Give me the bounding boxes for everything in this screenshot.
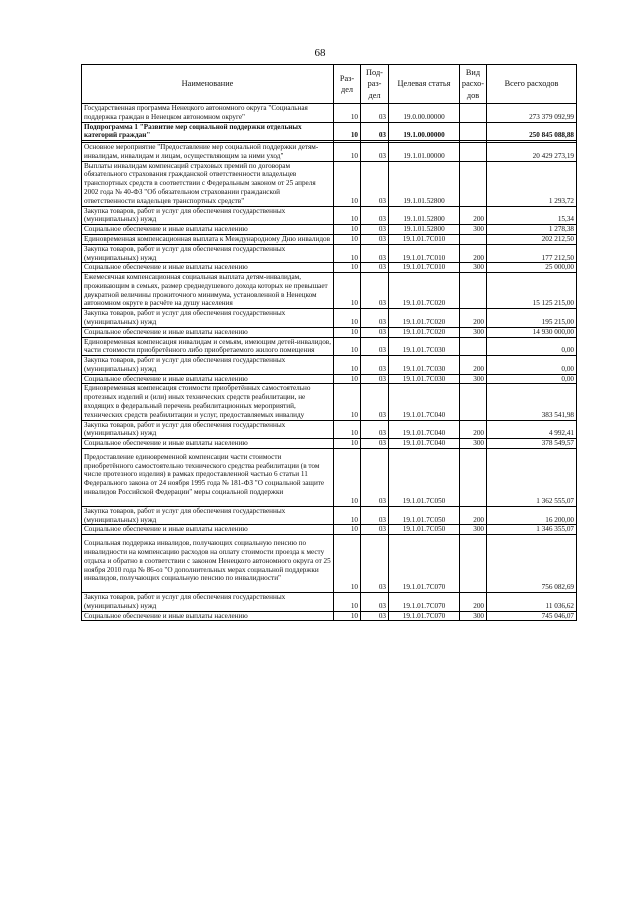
cell-target-article: 19.1.01.7С040 (389, 439, 460, 449)
cell-target-article: 19.1.01.52800 (389, 206, 460, 225)
cell-target-article: 19.1.01.7С050 (389, 448, 460, 506)
cell-expense-kind: 200 (460, 309, 487, 328)
cell-section: 10 (334, 356, 361, 375)
column-header-subsection: Под- раз- дел (361, 65, 389, 104)
cell-section: 10 (334, 244, 361, 263)
budget-table (81, 64, 577, 621)
table-row (82, 327, 577, 337)
cell-name: Выплаты инвалидам компенсаций страховых премий по договорам обязательного страхования гражданской ответственности владельцев транспортных средств в соответствии с Федеральным законом от 25 апреля 2002 года № 40-ФЗ "Об обязательном страховании гражданской ответственности владельцев транспортных средств" (82, 161, 334, 206)
table-row (82, 104, 577, 123)
cell-subsection: 03 (361, 234, 389, 244)
cell-subsection: 03 (361, 104, 389, 123)
cell-section: 10 (334, 161, 361, 206)
cell-name: Социальное обеспечение и иные выплаты населению (82, 327, 334, 337)
cell-expense-kind: 300 (460, 263, 487, 273)
cell-total: 0,00 (487, 356, 577, 375)
table-row (82, 535, 577, 593)
cell-subsection: 03 (361, 273, 389, 309)
cell-expense-kind (460, 273, 487, 309)
cell-expense-kind: 300 (460, 439, 487, 449)
cell-expense-kind: 200 (460, 506, 487, 525)
cell-target-article: 19.1.01.52800 (389, 161, 460, 206)
column-header-total: Всего расходов (487, 65, 577, 104)
cell-target-article: 19.1.00.00000 (389, 122, 460, 141)
cell-total: 1 362 555,07 (487, 448, 577, 506)
cell-total: 4 992,41 (487, 420, 577, 439)
cell-expense-kind: 300 (460, 611, 487, 621)
cell-target-article: 19.1.01.7С020 (389, 309, 460, 328)
cell-total: 0,00 (487, 337, 577, 356)
table-row (82, 161, 577, 206)
cell-name: Социальное обеспечение и иные выплаты населению (82, 525, 334, 535)
table-row (82, 206, 577, 225)
cell-name: Закупка товаров, работ и услуг для обеспечения государственных (муниципальных) нужд (82, 593, 334, 612)
cell-section: 10 (334, 337, 361, 356)
cell-expense-kind: 200 (460, 206, 487, 225)
table-row (82, 337, 577, 356)
column-header-section: Раз- дел (334, 65, 361, 104)
cell-name: Единовременная компенсация стоимости приобретённых самостоятельно протезных изделий и (или) иных технических средств реабилитации, не входящих в федеральный перечень реабилитационных мероприятий, технических средств реабилитации и услуг, предоставляемых инвалиду (82, 384, 334, 420)
cell-target-article: 19.1.01.7С030 (389, 337, 460, 356)
cell-name: Предоставление единовременной компенсации части стоимости приобретённого самостоятельно технического средства реабилитации (в том числе протезного изделия) в рамках предоставленной частью 6 статьи 11 Федерального закона от 24 ноября 1995 года № 181-ФЗ "О социальной защите инвалидов Российской Федерации" меры социальной поддержки (82, 448, 334, 506)
cell-expense-kind (460, 535, 487, 593)
table-row (82, 356, 577, 375)
cell-total: 177 212,50 (487, 244, 577, 263)
cell-expense-kind (460, 448, 487, 506)
cell-target-article: 19.1.01.7С070 (389, 611, 460, 621)
cell-section: 10 (334, 525, 361, 535)
cell-name: Закупка товаров, работ и услуг для обеспечения государственных (муниципальных) нужд (82, 309, 334, 328)
cell-subsection: 03 (361, 374, 389, 384)
cell-target-article: 19.1.01.7С020 (389, 273, 460, 309)
cell-name: Закупка товаров, работ и услуг для обеспечения государственных (муниципальных) нужд (82, 206, 334, 225)
cell-expense-kind (460, 234, 487, 244)
cell-name: Ежемесячная компенсационная социальная выплата детям-инвалидам, проживающим в семьях, размер среднедушевого дохода которых не превышает двукратной величины прожиточного минимума, установленной в Ненецком автономном округе в расчёте на душу населения (82, 273, 334, 309)
cell-section: 10 (334, 439, 361, 449)
cell-subsection: 03 (361, 263, 389, 273)
cell-name: Закупка товаров, работ и услуг для обеспечения государственных (муниципальных) нужд (82, 420, 334, 439)
table-row (82, 225, 577, 235)
table-row (82, 273, 577, 309)
table-row (82, 611, 577, 621)
cell-section: 10 (334, 420, 361, 439)
cell-subsection: 03 (361, 593, 389, 612)
cell-target-article: 19.1.01.7С040 (389, 420, 460, 439)
cell-subsection: 03 (361, 535, 389, 593)
table-row (82, 234, 577, 244)
cell-target-article: 19.1.01.7С050 (389, 525, 460, 535)
cell-name: Подпрограмма 1 "Развитие мер социальной поддержки отдельных категорий граждан" (82, 122, 334, 141)
cell-target-article: 19.1.01.7С070 (389, 593, 460, 612)
table-row (82, 263, 577, 273)
cell-total: 202 212,50 (487, 234, 577, 244)
cell-section: 10 (334, 611, 361, 621)
cell-name: Закупка товаров, работ и услуг для обеспечения государственных (муниципальных) нужд (82, 506, 334, 525)
cell-name: Закупка товаров, работ и услуг для обеспечения государственных (муниципальных) нужд (82, 356, 334, 375)
table-row (82, 244, 577, 263)
table-row (82, 593, 577, 612)
cell-subsection: 03 (361, 161, 389, 206)
cell-name: Государственная программа Ненецкого автономного округа "Социальная поддержка граждан в Ненецком автономном округе" (82, 104, 334, 123)
cell-total: 1 293,72 (487, 161, 577, 206)
cell-subsection: 03 (361, 206, 389, 225)
cell-section: 10 (334, 206, 361, 225)
cell-section: 10 (334, 506, 361, 525)
table-row (82, 374, 577, 384)
cell-total: 378 549,57 (487, 439, 577, 449)
cell-target-article: 19.1.01.7С040 (389, 384, 460, 420)
cell-total: 0,00 (487, 374, 577, 384)
cell-expense-kind (460, 384, 487, 420)
table-row (82, 384, 577, 420)
cell-section: 10 (334, 384, 361, 420)
cell-total: 25 000,00 (487, 263, 577, 273)
cell-target-article: 19.1.01.7С030 (389, 356, 460, 375)
cell-expense-kind: 200 (460, 420, 487, 439)
cell-name: Закупка товаров, работ и услуг для обеспечения государственных (муниципальных) нужд (82, 244, 334, 263)
table-row (82, 439, 577, 449)
cell-expense-kind: 200 (460, 356, 487, 375)
cell-expense-kind: 200 (460, 244, 487, 263)
cell-name: Единовременная компенсация инвалидам и семьям, имеющим детей-инвалидов, части стоимости приобретённого либо приобретаемого жилого помещения (82, 337, 334, 356)
cell-subsection: 03 (361, 420, 389, 439)
cell-subsection: 03 (361, 448, 389, 506)
cell-section: 10 (334, 234, 361, 244)
cell-name: Социальное обеспечение и иные выплаты населению (82, 439, 334, 449)
cell-total: 14 930 000,00 (487, 327, 577, 337)
cell-expense-kind (460, 161, 487, 206)
cell-target-article: 19.1.01.7С050 (389, 506, 460, 525)
cell-name: Основное мероприятие "Предоставление мер социальной поддержки детям-инвалидам, инвалидам и лицам, осуществляющим за ними уход" (82, 143, 334, 162)
table-header-row (82, 65, 577, 104)
cell-total: 16 200,00 (487, 506, 577, 525)
cell-subsection: 03 (361, 327, 389, 337)
cell-total: 745 046,07 (487, 611, 577, 621)
cell-subsection: 03 (361, 506, 389, 525)
cell-expense-kind: 200 (460, 593, 487, 612)
column-header-target-article: Целевая статья (389, 65, 460, 104)
cell-target-article: 19.1.01.7С010 (389, 234, 460, 244)
cell-total: 20 429 273,19 (487, 143, 577, 162)
cell-section: 10 (334, 309, 361, 328)
cell-subsection: 03 (361, 611, 389, 621)
cell-total: 195 215,00 (487, 309, 577, 328)
cell-total: 1 278,38 (487, 225, 577, 235)
cell-section: 10 (334, 448, 361, 506)
cell-total: 15 125 215,00 (487, 273, 577, 309)
cell-name: Социальная поддержка инвалидов, получающих социальную пенсию по инвалидности на компенсацию расходов на оплату стоимости проезда к месту отдыха и обратно в соответствии с законом Ненецкого автономного округа от 25 ноября 2010 года № 86-оз "О дополнительных мерах социальной поддержки инвалидов, получающих социальную пенсию по инвалидности" (82, 535, 334, 593)
cell-subsection: 03 (361, 309, 389, 328)
cell-target-article: 19.1.01.7С030 (389, 374, 460, 384)
cell-subsection: 03 (361, 356, 389, 375)
cell-expense-kind (460, 104, 487, 123)
cell-total: 250 845 088,88 (487, 122, 577, 141)
cell-expense-kind: 300 (460, 225, 487, 235)
cell-total: 15,34 (487, 206, 577, 225)
cell-expense-kind (460, 337, 487, 356)
cell-target-article: 19.1.01.7С010 (389, 244, 460, 263)
cell-name: Социальное обеспечение и иные выплаты населению (82, 263, 334, 273)
table-row (82, 420, 577, 439)
column-header-name: Наименование (82, 65, 334, 104)
cell-name: Единовременная компенсационная выплата к Международному Дню инвалидов (82, 234, 334, 244)
cell-subsection: 03 (361, 143, 389, 162)
cell-total: 383 541,98 (487, 384, 577, 420)
cell-expense-kind: 300 (460, 374, 487, 384)
cell-section: 10 (334, 122, 361, 141)
table-row (82, 506, 577, 525)
cell-target-article: 19.1.01.7С010 (389, 263, 460, 273)
cell-section: 10 (334, 593, 361, 612)
page-number: 68 (314, 47, 326, 59)
cell-section: 10 (334, 273, 361, 309)
cell-section: 10 (334, 263, 361, 273)
cell-total: 1 346 355,07 (487, 525, 577, 535)
cell-name: Социальное обеспечение и иные выплаты населению (82, 611, 334, 621)
cell-target-article: 19.1.01.7С070 (389, 535, 460, 593)
cell-name: Социальное обеспечение и иные выплаты населению (82, 225, 334, 235)
cell-total: 756 082,69 (487, 535, 577, 593)
cell-target-article: 19.0.00.00000 (389, 104, 460, 123)
cell-section: 10 (334, 143, 361, 162)
column-header-expense-kind: Вид расхо- дов (460, 65, 487, 104)
cell-expense-kind: 300 (460, 327, 487, 337)
cell-target-article: 19.1.01.52800 (389, 225, 460, 235)
cell-target-article: 19.1.01.00000 (389, 143, 460, 162)
cell-subsection: 03 (361, 244, 389, 263)
cell-subsection: 03 (361, 225, 389, 235)
cell-section: 10 (334, 374, 361, 384)
cell-section: 10 (334, 104, 361, 123)
cell-section: 10 (334, 535, 361, 593)
cell-subsection: 03 (361, 122, 389, 141)
cell-target-article: 19.1.01.7С020 (389, 327, 460, 337)
cell-subsection: 03 (361, 384, 389, 420)
cell-subsection: 03 (361, 525, 389, 535)
cell-expense-kind: 300 (460, 525, 487, 535)
cell-total: 273 379 092,99 (487, 104, 577, 123)
cell-section: 10 (334, 225, 361, 235)
table-row (82, 122, 577, 141)
cell-expense-kind (460, 143, 487, 162)
cell-section: 10 (334, 327, 361, 337)
cell-subsection: 03 (361, 337, 389, 356)
cell-name: Социальное обеспечение и иные выплаты населению (82, 374, 334, 384)
table-row (82, 525, 577, 535)
cell-expense-kind (460, 122, 487, 141)
cell-subsection: 03 (361, 439, 389, 449)
table-row (82, 309, 577, 328)
table-row (82, 143, 577, 162)
table-row (82, 448, 577, 506)
cell-total: 11 036,62 (487, 593, 577, 612)
